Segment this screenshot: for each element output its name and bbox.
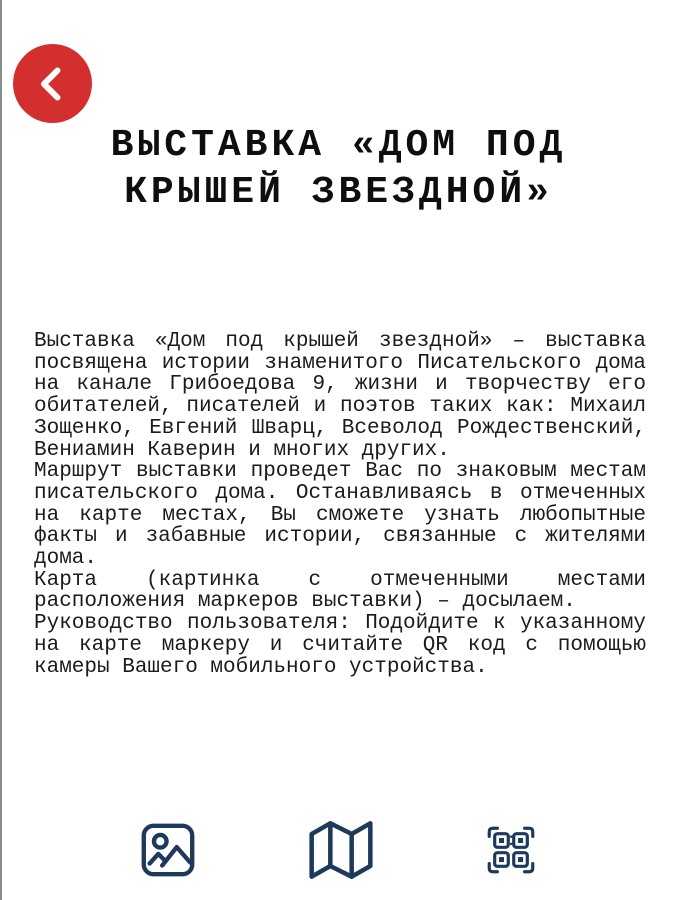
description-paragraph: Карта (картинка с отмеченными местами расположения маркеров выставки) – досылаем. (34, 568, 646, 614)
map-icon (309, 818, 373, 882)
page-title (0, 122, 677, 216)
description-paragraph: Маршрут выставки проведет Вас по знаковым местам писательского дома. Останавливаясь в отмеченных на карте местах, Вы сможете узнать любопытные факты и забавные истории, связанные с жителями дома. (34, 460, 646, 571)
page-title-line-2: КРЫШЕЙ ЗВЕЗДНОЙ» (124, 171, 553, 214)
footer-toolbar (137, 818, 540, 882)
gallery-button[interactable] (137, 819, 199, 881)
qr-scan-icon (482, 821, 540, 879)
gallery-icon (137, 819, 199, 881)
back-button[interactable] (13, 44, 92, 123)
description-paragraph: Руководство пользователя: Подойдите к указанному на карте маркеру и считайте QR код с помощью камеры Вашего мобильного устройства. (34, 612, 646, 679)
page-title-line-1: ВЫСТАВКА «ДОМ ПОД (110, 124, 567, 167)
map-button[interactable] (309, 818, 373, 882)
exhibition-description (34, 331, 646, 678)
description-paragraph: Выставка «Дом под крышей звездной» – выставка посвящена истории знаменитого Писательского дома на канале Грибоедова 9, жизни и творчеству его обитателей, писателей и поэтов таких как: Михаил Зощенко, Евгений Шварц, Всеволод Рождественский, Вениамин Каверин и многих других. (34, 330, 646, 462)
qr-scan-button[interactable] (482, 821, 540, 879)
chevron-left-icon (24, 55, 82, 113)
